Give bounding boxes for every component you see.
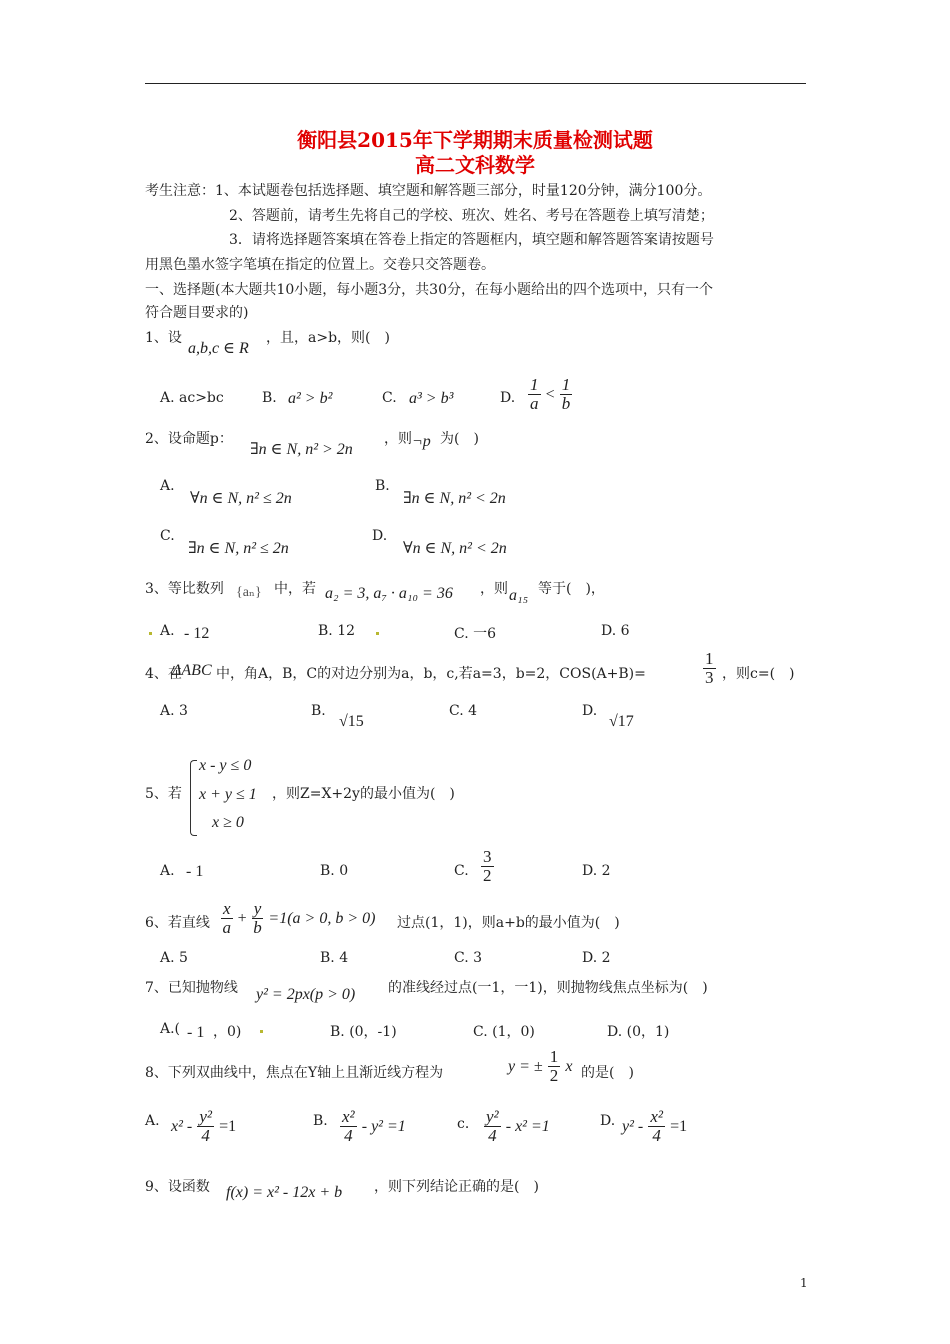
q4-option-b: √15	[339, 713, 364, 730]
q1-suffix: ，且，a>b，则( )	[266, 330, 390, 346]
q2-option-b: ∃n ∈ N, n² < 2n	[403, 490, 506, 507]
q6-line-equation	[221, 900, 375, 937]
q8-d-pre: y² -	[622, 1117, 644, 1135]
q6-y-num: y	[253, 899, 262, 918]
header-rule	[145, 83, 806, 84]
q1-option-d	[528, 376, 572, 413]
q9-function: f(x) = x² - 12x + b	[226, 1184, 343, 1201]
q6-option-c: C. 3	[454, 950, 483, 966]
notice-line-3: 3．请将选择题答案填在答卷上指定的答题框内，填空题和解答题答案请按题号	[229, 232, 714, 248]
q7-option-a-pre: A.(	[160, 1021, 181, 1037]
q1-option-d-label: D.	[500, 390, 516, 406]
q5-constraint-3: x ≥ 0	[212, 814, 244, 831]
q1-option-c: a³ > b³	[409, 390, 454, 407]
q5-constraint-2: x + y ≤ 1	[199, 786, 257, 803]
q4-frac-den: 3	[705, 667, 714, 687]
q6-x-den: a	[222, 917, 232, 937]
q9-suffix: ，则下列结论正确的是( )	[374, 1179, 539, 1195]
notice-line-1: 考生注意：1、本试题卷包括选择题、填空题和解答题三部分，时量120分钟，满分100分。	[145, 183, 712, 199]
q8-option-c	[484, 1108, 550, 1145]
q5-c-den: 2	[483, 865, 492, 885]
q5-option-c-label: C.	[454, 863, 469, 879]
q8-option-a-label: A.	[145, 1113, 160, 1129]
section-heading: 一、选择题(本大题共10小题，每小题3分，共30分，在每小题给出的四个选项中，只有一个	[145, 282, 713, 298]
notice-line-4: 用黑色墨水签字笔填在指定的位置上。交卷只交答题卷。	[145, 257, 495, 273]
q8-option-b	[340, 1108, 406, 1145]
q4-option-d-label: D.	[582, 703, 598, 719]
q6-option-b: B. 4	[320, 950, 349, 966]
q6-condition: =1(a > 0, b > 0)	[268, 909, 376, 927]
q4-triangle: ΔABC	[172, 662, 212, 679]
q8-a-den: 4	[201, 1125, 210, 1145]
q8-option-d	[622, 1108, 687, 1145]
q4-option-a: A. 3	[160, 703, 188, 719]
section-heading-cont: 符合题目要求的)	[145, 305, 249, 321]
q1-option-c-label: C.	[382, 390, 397, 406]
q5-option-c	[481, 848, 494, 885]
q8-b-den: 4	[344, 1125, 353, 1145]
q8-d-post: =1	[670, 1117, 688, 1135]
q3-option-a-label: A.	[160, 623, 175, 639]
dot-mark	[260, 1030, 263, 1033]
q3-option-c: C. 一6	[454, 626, 497, 642]
q1-option-a: A. ac>bc	[160, 390, 224, 406]
q3-option-a: - 12	[184, 625, 210, 642]
q1-d-num2: 1	[561, 375, 571, 394]
q3-option-b: B. 12	[318, 623, 356, 639]
q8-a-post: =1	[219, 1117, 237, 1135]
q5-option-b: B. 0	[320, 863, 349, 879]
q1-set: a,b,c ∈ R	[188, 340, 249, 357]
q1-d-num1: 1	[530, 375, 539, 394]
q2-option-a: ∀n ∈ N, n² ≤ 2n	[190, 490, 292, 507]
q8-b-post: - y² =1	[361, 1117, 406, 1135]
dot-mark	[376, 632, 379, 635]
q1-d-rel: <	[545, 385, 555, 403]
q4-prefix: 4、在	[145, 666, 182, 682]
exam-subtitle: 高二文科数学	[415, 153, 535, 177]
q3-suffix: 等于( )，	[538, 581, 605, 597]
q8-option-a	[171, 1108, 236, 1145]
q4-text: 中，角A，B，C的对边分别为a，b，c,若a=3，b=2，COS(A+B)=	[216, 666, 646, 682]
q6-suffix: 过点(1，1)，则a+b的最小值为( )	[397, 915, 620, 931]
q8-asym-pre: y = ±	[508, 1057, 543, 1075]
q3-option-d: D. 6	[601, 623, 630, 639]
q4-option-b-label: B.	[311, 703, 326, 719]
q8-c-den: 4	[488, 1125, 497, 1145]
q2-option-d: ∀n ∈ N, n² < 2n	[403, 540, 507, 557]
q6-x-num: x	[223, 899, 231, 918]
q2-statement: ∃n ∈ N, n² > 2n	[250, 441, 353, 458]
q7-option-c: C. (1，0)	[473, 1024, 535, 1040]
q6-option-d: D. 2	[582, 950, 611, 966]
q7-option-a-math: - 1	[187, 1024, 205, 1041]
q8-d-den: 4	[652, 1125, 661, 1145]
q8-prefix: 8、下列双曲线中，焦点在Y轴上且渐近线方程为	[145, 1065, 444, 1081]
q5-prefix: 5、若	[145, 786, 182, 802]
q8-c-num: y²	[486, 1107, 499, 1126]
q1-option-b: a² > b²	[288, 390, 333, 407]
q7-suffix: 的准线经过点(一1，一1)，则抛物线焦点坐标为( )	[388, 980, 708, 996]
q8-option-b-label: B.	[313, 1113, 328, 1129]
q2-prefix: 2、设命题p：	[145, 431, 233, 447]
q3-mid1: 中，若	[274, 581, 316, 597]
q4-suffix: ，则c=( )	[722, 666, 795, 682]
q7-option-d: D. (0，1)	[607, 1024, 670, 1040]
q1-d-den2: b	[561, 393, 571, 413]
q4-fraction	[703, 650, 716, 687]
q7-parabola: y² = 2px(p > 0)	[256, 986, 356, 1003]
q7-option-a-post: ，0)	[213, 1024, 242, 1040]
q8-asym-num: 1	[549, 1047, 559, 1066]
q8-option-c-label: c．	[457, 1116, 479, 1132]
q2-option-a-label: A.	[160, 478, 175, 494]
q8-asymptote	[508, 1048, 572, 1085]
q5-option-a: - 1	[186, 863, 204, 880]
q5-suffix: ，则Z=X+2y的最小值为( )	[272, 786, 455, 802]
q1-option-b-label: B.	[262, 390, 277, 406]
page-number: 1	[800, 1276, 808, 1290]
q4-frac-num: 1	[705, 649, 714, 668]
q8-b-num: x²	[342, 1107, 355, 1126]
q8-asym-post: x	[565, 1057, 573, 1075]
q9-prefix: 9、设函数	[145, 1179, 210, 1195]
q4-option-c: C. 4	[449, 703, 478, 719]
q8-asym-den: 2	[549, 1065, 559, 1085]
q3-condition: a₂ = 3, a₇ · a₁₀ = 36	[325, 585, 453, 602]
q2-mid: ，则	[384, 431, 412, 447]
q3-prefix: 3、等比数列	[145, 581, 224, 597]
q8-a-num: y²	[199, 1107, 212, 1126]
q8-a-pre: x² -	[171, 1117, 193, 1135]
q5-brace	[190, 760, 197, 836]
q2-option-d-label: D.	[372, 528, 388, 544]
q2-suffix: 为( )	[440, 431, 479, 447]
q5-option-a-label: A.	[160, 863, 175, 879]
q5-c-num: 3	[483, 847, 492, 866]
q4-option-d: √17	[609, 713, 634, 730]
q8-suffix: 的是( )	[581, 1065, 634, 1081]
q2-option-c-label: C.	[160, 528, 175, 544]
q8-option-d-label: D.	[600, 1113, 616, 1129]
notice-line-2: 2、答题前，请考生先将自己的学校、班次、姓名、考号在答题卷上填写清楚；	[229, 208, 714, 224]
q2-option-b-label: B.	[375, 478, 390, 494]
q6-y-den: b	[253, 917, 262, 937]
q5-option-d: D. 2	[582, 863, 611, 879]
q1-d-den1: a	[530, 393, 539, 413]
q7-prefix: 7、已知抛物线	[145, 980, 238, 996]
q2-option-c: ∃n ∈ N, n² ≤ 2n	[188, 540, 289, 557]
q6-plus: +	[237, 909, 247, 927]
q2-negation: ¬p	[412, 433, 431, 450]
q3-target: a₁₅	[509, 587, 529, 604]
exam-title: 衡阳县2015年下学期期末质量检测试题	[297, 128, 653, 152]
q3-sequence: {aₙ}	[236, 585, 262, 600]
q1-prefix: 1、设	[145, 330, 182, 346]
q8-d-num: x²	[650, 1107, 663, 1126]
q3-mid2: ，则	[480, 581, 508, 597]
q5-constraint-1: x - y ≤ 0	[199, 757, 252, 774]
q6-prefix: 6、若直线	[145, 915, 210, 931]
q6-option-a: A. 5	[160, 950, 188, 966]
q8-c-post: - x² =1	[505, 1117, 550, 1135]
dot-mark	[149, 632, 152, 635]
q7-option-b: B. (0，-1)	[330, 1024, 397, 1040]
